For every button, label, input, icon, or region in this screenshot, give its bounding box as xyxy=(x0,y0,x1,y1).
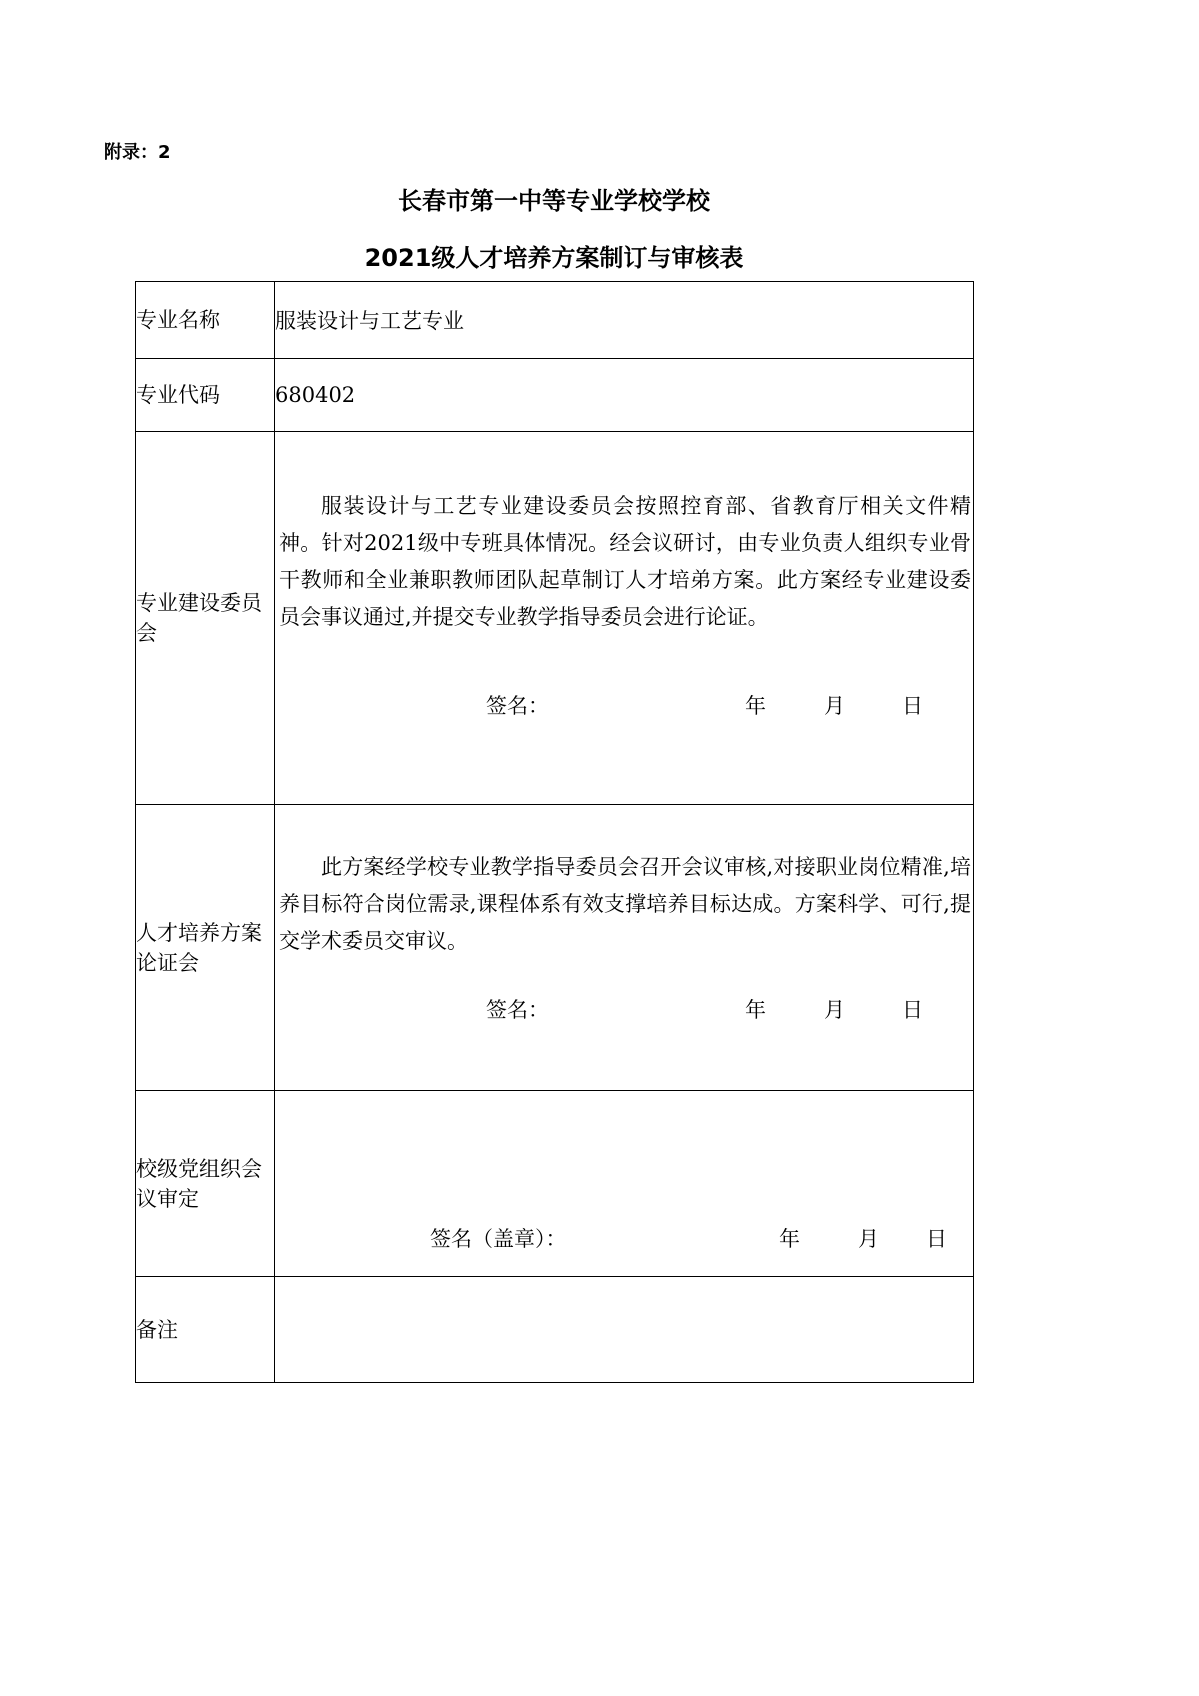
major-name-value: 服装设计与工艺专业 xyxy=(275,282,974,359)
committee-opinion-text: 服装设计与工艺专业建设委员会按照控育部、省教育厅相关文件精神。针对2021级中专班具体情况。经会议研讨，由专业负责人组织专业骨干教师和全业兼职教师团队起草制订人才培弟方案。此方案经专业建设委员会事议通过,并提交专业教学指导委员会进行论证。 xyxy=(279,494,971,629)
committee-signature-line xyxy=(275,684,973,724)
demonstration-signature-line xyxy=(275,988,973,1028)
major-name-label: 专业名称 xyxy=(136,282,275,359)
document-title: 长春市第一中等专业学校学校 xyxy=(398,187,710,215)
committee-cell xyxy=(275,432,974,805)
party-year: 年 xyxy=(779,1227,800,1251)
remarks-value xyxy=(275,1277,974,1383)
party-review-label: 校级党组织会议审定 xyxy=(136,1091,275,1277)
committee-sign-label: 签名： xyxy=(486,694,549,718)
major-code-label: 专业代码 xyxy=(136,359,275,432)
appendix-label: 附录：2 xyxy=(104,142,171,163)
party-signature-line xyxy=(275,1217,973,1257)
demonstration-sign-label: 签名： xyxy=(486,998,549,1022)
demonstration-month: 月 xyxy=(824,998,845,1022)
demonstration-label: 人才培养方案论证会 xyxy=(136,805,275,1091)
party-review-cell xyxy=(275,1091,974,1277)
committee-month: 月 xyxy=(824,694,845,718)
demonstration-year: 年 xyxy=(745,998,766,1022)
row-major-name xyxy=(136,282,974,359)
party-day: 日 xyxy=(926,1227,947,1251)
major-code-value: 680402 xyxy=(275,359,974,432)
document-subtitle: 2021级人才培养方案制订与审核表 xyxy=(364,244,744,272)
demonstration-day: 日 xyxy=(902,998,923,1022)
row-committee xyxy=(136,432,974,805)
remarks-label: 备注 xyxy=(136,1277,275,1383)
row-remarks xyxy=(136,1277,974,1383)
demonstration-opinion-text: 此方案经学校专业教学指导委员会召开会议审核,对接职业岗位精准,培养目标符合岗位需录,课程体系有效支撑培养目标达成。方案科学、可行,提交学术委员交审议。 xyxy=(279,855,971,953)
row-demonstration xyxy=(136,805,974,1091)
party-sign-label: 签名（盖章）： xyxy=(430,1227,567,1251)
review-form-table xyxy=(135,281,974,1383)
committee-day: 日 xyxy=(902,694,923,718)
row-major-code xyxy=(136,359,974,432)
demonstration-cell xyxy=(275,805,974,1091)
row-party-review xyxy=(136,1091,974,1277)
committee-label: 专业建设委员会 xyxy=(136,432,275,805)
committee-year: 年 xyxy=(745,694,766,718)
party-month: 月 xyxy=(858,1227,879,1251)
